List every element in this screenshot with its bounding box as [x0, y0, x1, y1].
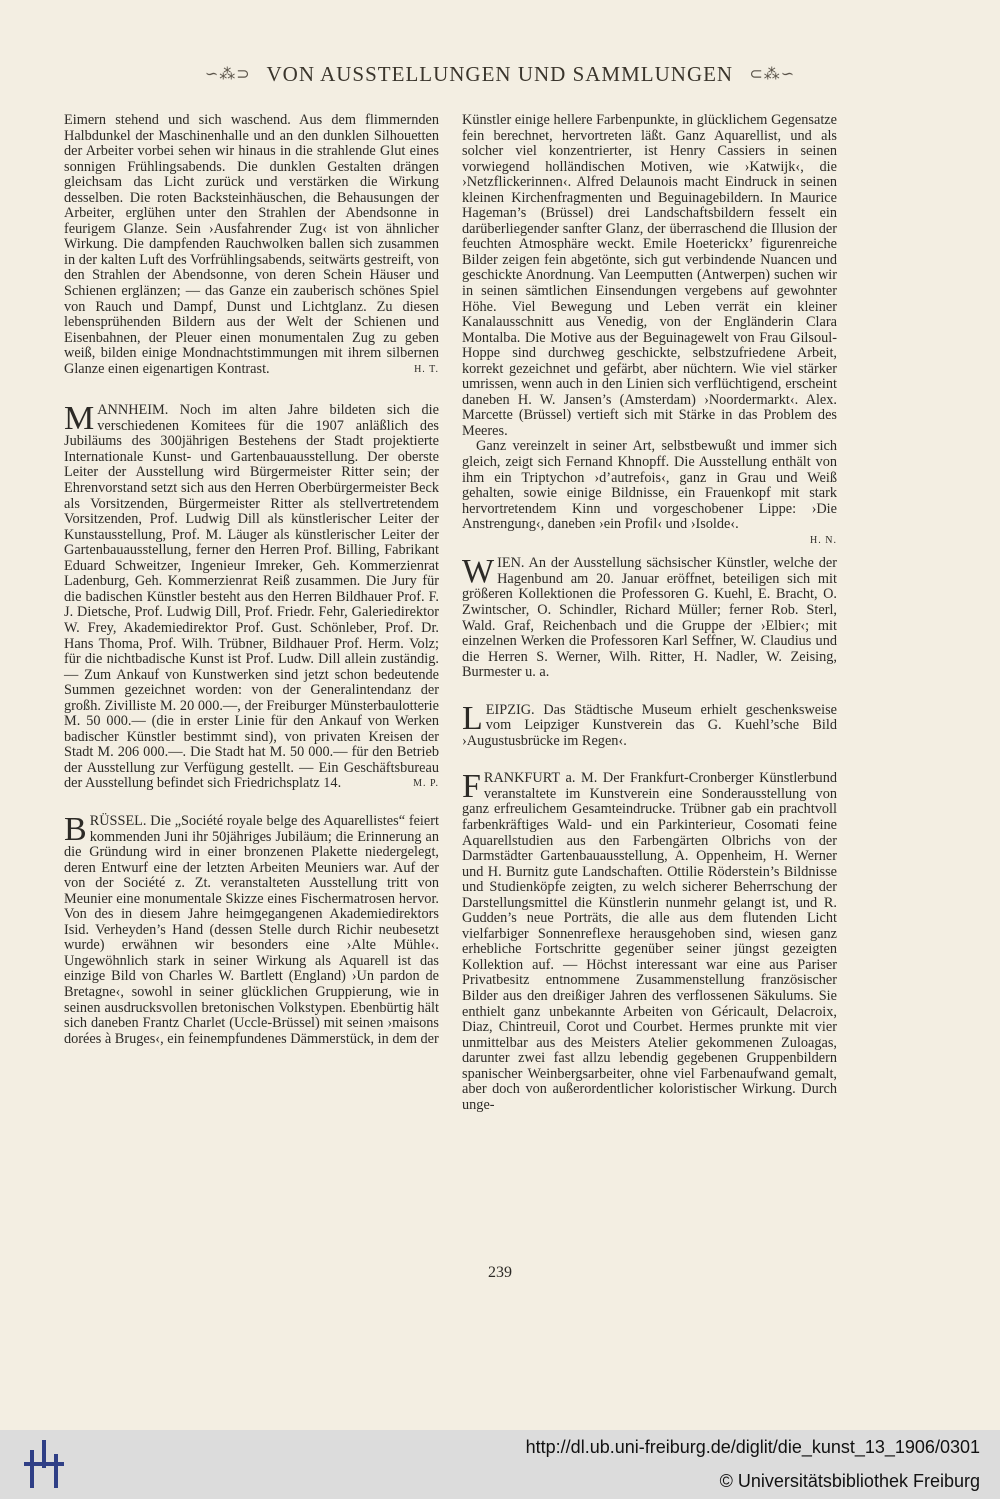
page-title: VON AUSSTELLUNGEN UND SAMMLUNGEN — [266, 62, 734, 86]
copyright-notice: © Universitätsbibliothek Freiburg — [719, 1471, 980, 1491]
dropcap-m: M — [64, 400, 95, 438]
ornament-right-icon: ⊂⁂∽ — [749, 66, 796, 83]
page-number: 239 — [488, 1264, 512, 1281]
text-khnopff: Ganz vereinzelt in seiner Art, selbstbewußt und immer sich gleich, zeigt sich Fernand Khnopff. Die Ausstellung enthält von ihm ein Triptychon ›d’autrefois‹, ganz in Grau und Weiß gehalten, sowie einige Bildnisse, ein Frauenkopf mit stark hervortretendem Kinn und vorgeschobener Lippe: ›Die Anstrengung‹, daneben ›ein Profil‹ und ›Isolde‹. — [462, 438, 837, 533]
library-logo-icon — [24, 1440, 64, 1488]
text-left-1: Eimern stehend und sich waschend. Aus dem flimmernden Halbdunkel der Maschinenhalle und an den dunklen Silhouetten der Arbeiter vorbei sehen wir hinaus in die strahlende Glut eines sonnigen Frühlingsabends. Die dunklen Gestalten drängen gleichsam das Licht zurück und verstärken die Wirkung desselben. Die roten Backsteinhäuschen, die Behausungen der Arbeiter, erglühen unter den Strahlen der Abendsonne in feurigem Glanze. Sein ›Ausfahrender Zug‹ ist von ähnlicher Wirkung. Die dampfenden Rauchwolken ballen sich zusammen in der kalten Luft des Vorfrühlingsabends, seitwärts gestreift, von den Strahlen der Abendsonne, von deren Schein Häuser und Schienen erglänzen; — das Ganze ein zauberisch schönes Spiel von Rauch und Dampf, Dunst und Lichtglanz. Zu diesen lebensprühenden Bildern aus der Welt der Schienen und Eisenbahnen, der Pleuer einen monumentalen Zug zu geben weiß, bilden einige Mondnachtstimmungen mit ihrem silbernen Glanze einen eigenartigen Kontrast. — [64, 112, 439, 377]
text-frankfurt: RANKFURT a. M. Der Frankfurt-Cronberger Künstlerbund veranstaltete im Kunstverein eine Sonderausstellung von ganz erfreulichem Gesamteindrucke. Trübner gab ein prachtvoll farbenkräftiges Wald- und ein Parkinterieur, Cosomati feine Aquarellstudien aus den Farbengärten Olbrichs von der Darmstädter Gartenbauausstellung, A. Oppenheim, H. Werner und H. Burnitz gute Landschaften. Ottilie Röderstein’s Bildnisse und Studienköpfe zeigten, zu welch sicherer Beherrschung der Darstellungsmittel die Künstlerin nunmehr gelangt ist, und R. Gudden’s neue Porträts, die alle aus dem flutenden Licht vielfarbiger Sonnenreflexe herausgehoben sind, wiesen ganz erhebliche Fortschritte gegenüber seiner jüngst gezeigten Kollektion auf. — Höchst interessant war eine aus Pariser Privatbesitz entnommene Zusammenstellung französischer Bilder aus den dreißiger Jahren des verflossenen Säkulums. Sie enthielt ganz unbekannte Arbeiten von Géricault, Delacroix, Diaz, Chintreuil, Corot und Courbet. Hermes prunkte mit vier unmittelbar aus des Meisters Atelier gekommenen Zuloagas, darunter zwei fast allzu lebendig gegebenen Gruppenbildern spanischer Weinbergsarbeiter, ohne viel Farbenaufwand gemalt, aber doch von außerordentlicher koloristischer Wirkung. Durch unge- — [462, 770, 837, 1113]
signature-hn: H. N. — [810, 534, 837, 546]
section-frankfurt — [462, 768, 837, 1113]
section-wien — [462, 553, 837, 681]
right-column — [462, 113, 837, 1113]
text-bruessel: RÜSSEL. Die „Société royale belge des Aquarellistes“ feiert kommenden Juni ihr 50jähriges Jubiläum; die Erinnerung an die Gründung wird in einer bronzenen Plakette niedergelegt, deren Entwurf eine der letzten Arbeiten Meuniers war. Auf der von der Société z. Zt. veranstalteten Ausstellung tritt von Meunier eine monumentale Skizze eines Fischermatrosen hervor. Von des in diesem Jahre heimgegangenen Akademiedirektors Isid. Verheyden’s Hand (dessen Stelle durch Richir neubesetzt wurde) erwähnen wir besonders eine ›Alte Mühle‹. Ungewöhnlich stark in seiner Wirkung als Aquarell ist das einzige Bild von Charles W. Bartlett (England) ›Un pardon de Bretagne‹, sowohl in seiner glücklichen Gruppierung, wie in seinen ausdrucksvollen bretonischen Volkstypen. Ebenbürtig hält sich daneben Frantz Charlet (Uccle-Brüssel) mit seinen ›maisons dorées à Bruges‹, ein feinempfundenes Dämmerstück, in dem der — [64, 812, 439, 1047]
section-leipzig — [462, 699, 837, 750]
dropcap-l: L — [462, 699, 483, 737]
signature-mp: M. P. — [413, 778, 439, 790]
dropcap-w: W — [462, 553, 495, 591]
dropcap-f: F — [462, 768, 481, 806]
footer-bar — [0, 1430, 1000, 1499]
dropcap-b: B — [64, 810, 87, 848]
paragraph-left-1 — [64, 113, 439, 377]
text-mannheim: ANNHEIM. Noch im alten Jahre bildeten sich die verschiedenen Komitees für die 1907 anläßlich des Jubiläums des 300jährigen Bestehens der Stadt projektierte Internationale Kunst- und Gartenbauausstellung. Der oberste Leiter der Ausstellung wird Bürgermeister Ritter sein; der Ehrenvorstand setzt sich aus den Herren Oberbürgermeister Beck als Vorsitzenden, Bürgermeister Ritter als stellvertretendem Vorsitzenden, Prof. Ludwig Dill als künstlerischer Leiter der Kunstausstellung, Prof. M. Läuger als künstlerischer Leiter der Gartenbauausstellung, ferner den Herren Prof. Billing, Fabrikant Eduard Schweitzer, Ingenieur Imreker, Geh. Kommerzienrat Ladenburg, Geh. Kommerzienrat Reiß zusammen. Die Jury für die badischen Künstler besteht aus den Herren Bildhauer Prof. F. J. Dietsche, Prof. Ludwig Dill, Prof. Friedr. Fehr, Galeriedirektor W. Frey, Akademiedirektor Prof. Gust. Schönleber, Prof. Dr. Hans Thoma, Prof. Wilh. Trübner, Bildhauer Prof. Herm. Volz; für die nichtbadische Kunst ist Prof. Ludw. Dill allein zuständig. — Zum Ankauf von Kunstwerken sind jetzt schon bedeutende Summen gezeichnet worden: von der Generalintendanz der großh. Zivilliste M. 20 000.—, der Freiburger Münsterbaulotterie M. 50 000.— (die in erster Linie für den Ankauf von Werken badischer Künstler bestimmt sind), von privaten Kreisen der Stadt M. 206 000.—. Die Stadt hat M. 50 000.— für den Betrieb der Ausstellung zur Verfügung gestellt. — Ein Geschäftsbureau der Ausstellung befindet sich Friedrichsplatz 14. — [64, 402, 439, 792]
paragraph-right-1: Künstler einige hellere Farbenpunkte, in glücklichem Gegensatze fein berechnet, hervortreten läßt. Ganz Aquarellist, und als solcher viel konzentrierter, ist Henry Cassiers in seinen vorwiegend holländischen Motiven, wie ›Katwijk‹, die ›Netzflickerinnen‹. Alfred Delaunois macht Eindruck in seinen kleinen Kirchenfragmenten und Beguinagebildern. In Maurice Hageman’s (Brüssel) drei Landschaftsbildern fesselt ein darüberliegender sanfter Glanz, der überraschend die Illusion der feuchten Atmosphäre weckt. Emile Hoeterickx’ figurenreiche Bilder zeigen fein abgetönte, sich gut verbindende Nuancen und geschickte Anordnung. Van Leemputten (Antwerpen) suchen wir in seinen sämtlichen Einsendungen vergebens auf gewohnter Höhe. Viel Bewegung und Leben verrät ein kleiner Kanalausschnitt aus Venedig, von der Engländerin Clara Montalba. Die Motive aus der Beguinagewelt von Frau Gilsoul-Hoppe sind durchweg geschickte, selbstzufriedene Arbeit, korrekt gezeichnet und gefärbt, aber nüchtern. Wie viel stärker umrissen, wenn auch in den Linien sich verflüchtigend, erscheint daneben H. W. Jansen’s (Amsterdam) ›Noordermarkt‹. Alex. Marcette (Brüssel) vertieft sich mit Stärke in das Problem des Meeres. — [462, 112, 837, 439]
text-leipzig: EIPZIG. Das Städtische Museum erhielt geschenksweise vom Leipziger Kunstverein das G. Kuehl’sche Bild ›Augustusbrücke im Regen‹. — [462, 701, 837, 749]
section-bruessel — [64, 810, 439, 1047]
text-wien: IEN. An der Ausstellung sächsischer Künstler, welche der Hagenbund am 20. Januar eröffnet, beteiligen sich mit größeren Kollektionen die Professoren G. Kuehl, E. Bracht, O. Zwintscher, O. Schindler, Richard Müller; ferner Rob. Sterl, Wald. Graf, Reichenbach und die Gruppe der ›Elbier‹; mit einzelnen Werken die Professoren Karl Seffner, W. Claudius und die Herren S. Werner, Wilh. Ritter, H. Nadler, W. Zeising, Burmester u. a. — [462, 555, 837, 681]
ornament-left-icon: ∽⁂⊃ — [204, 66, 251, 83]
signature-ht: H. T. — [414, 363, 439, 375]
left-column — [64, 113, 439, 1047]
permalink-url[interactable]: http://dl.ub.uni-freiburg.de/diglit/die_kunst_13_1906/0301 — [525, 1437, 980, 1457]
paragraph-right-2 — [462, 439, 837, 532]
page-header — [0, 62, 1000, 87]
section-mannheim — [64, 400, 439, 792]
